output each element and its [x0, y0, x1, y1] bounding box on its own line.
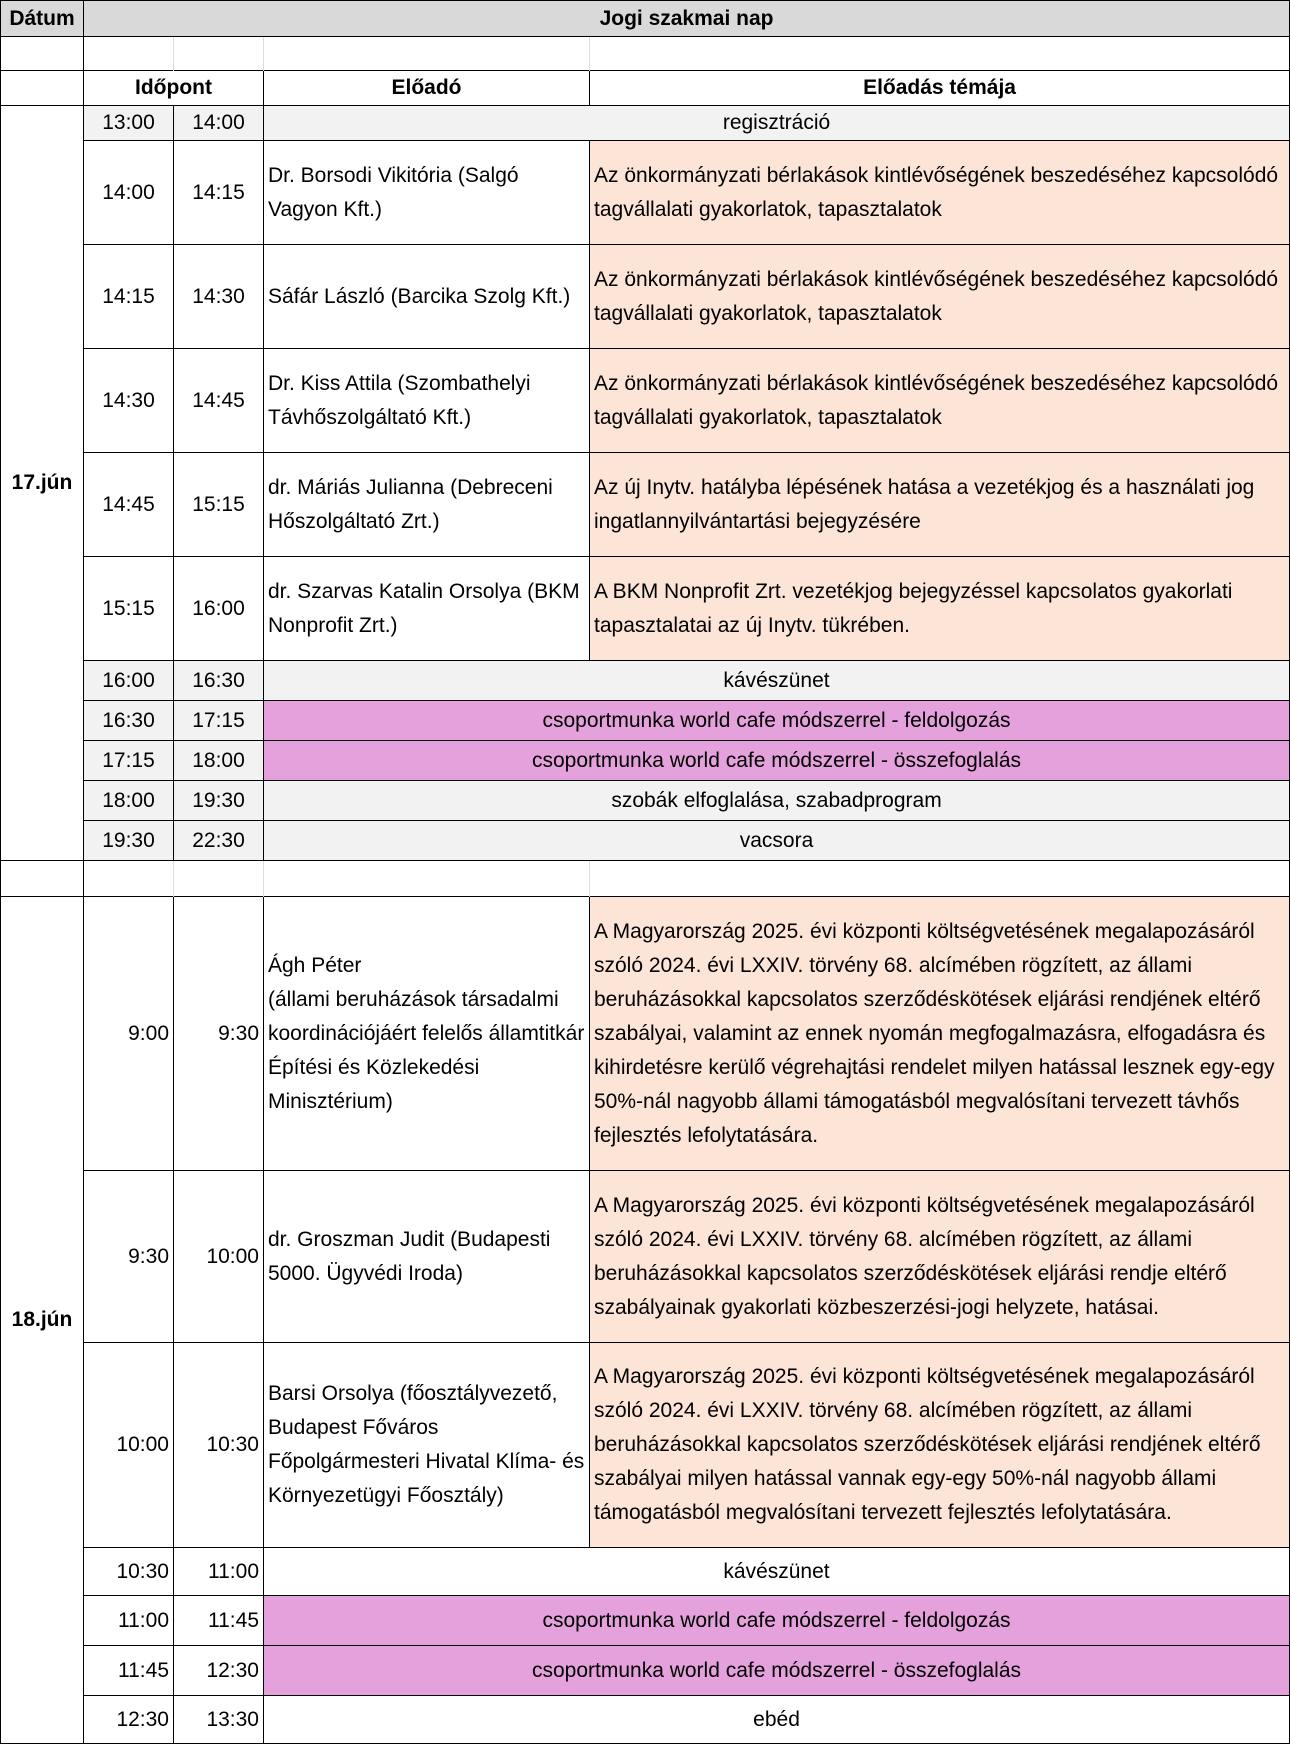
table-row: [1, 701, 1290, 741]
table-row: [1, 557, 1290, 661]
end-time: 11:45: [174, 1596, 264, 1646]
start-time: 10:00: [84, 1343, 174, 1548]
speaker-cell: Barsi Orsolya (főosztályvezető, Budapest Főváros Főpolgármesteri Hivatal Klíma- és Környezetügyi Főosztály): [264, 1343, 590, 1548]
day1-date: 17.jún: [1, 106, 84, 861]
event-label: regisztráció: [264, 106, 1290, 141]
date-header: Dátum: [1, 1, 84, 37]
end-time: 22:30: [174, 821, 264, 861]
topic-cell: Az önkormányzati bérlakások kintlévőségének beszedéséhez kapcsolódó tagvállalati gyakorlatok, tapasztalatok: [590, 245, 1290, 349]
speaker-cell: Ágh Péter (állami beruházások társadalmi koordinációjáért felelős államtitkár Építési és Közlekedési Minisztérium): [264, 897, 590, 1171]
event-label: szobák elfoglalása, szabadprogram: [264, 781, 1290, 821]
start-time: 18:00: [84, 781, 174, 821]
table-row: [1, 1343, 1290, 1548]
start-time: 16:00: [84, 661, 174, 701]
column-header-row: [1, 71, 1290, 106]
start-time: 19:30: [84, 821, 174, 861]
end-time: 16:00: [174, 557, 264, 661]
table-row: [1, 141, 1290, 245]
table-row: [1, 1696, 1290, 1744]
end-time: 12:30: [174, 1646, 264, 1696]
speaker-cell: Sáfár László (Barcika Szolg Kft.): [264, 245, 590, 349]
table-row: [1, 821, 1290, 861]
start-time: 9:00: [84, 897, 174, 1171]
event-label: csoportmunka world cafe módszerrel - összefoglalás: [264, 1646, 1290, 1696]
spacer-row: [1, 861, 1290, 897]
start-time: 14:45: [84, 453, 174, 557]
table-row: [1, 781, 1290, 821]
day2-date: 18.jún: [1, 897, 84, 1744]
end-time: 10:00: [174, 1171, 264, 1343]
table-row: [1, 897, 1290, 1171]
table-row: [1, 106, 1290, 141]
topic-cell: Az önkormányzati bérlakások kintlévőségének beszedéséhez kapcsolódó tagvállalati gyakorlatok, tapasztalatok: [590, 141, 1290, 245]
event-label: kávészünet: [264, 661, 1290, 701]
table-row: [1, 1548, 1290, 1596]
end-time: 18:00: [174, 741, 264, 781]
table-row: [1, 741, 1290, 781]
end-time: 14:15: [174, 141, 264, 245]
start-time: 16:30: [84, 701, 174, 741]
event-label: ebéd: [264, 1696, 1290, 1744]
start-time: 15:15: [84, 557, 174, 661]
end-time: 19:30: [174, 781, 264, 821]
topic-header: Előadás témája: [590, 71, 1290, 106]
end-time: 9:30: [174, 897, 264, 1171]
start-time: 9:30: [84, 1171, 174, 1343]
topic-cell: Az új Inytv. hatályba lépésének hatása a vezetékjog és a használati jog ingatlannyilvántartási bejegyzésére: [590, 453, 1290, 557]
event-label: kávészünet: [264, 1548, 1290, 1596]
topic-cell: A BKM Nonprofit Zrt. vezetékjog bejegyzéssel kapcsolatos gyakorlati tapasztalatai az új Inytv. tükrében.: [590, 557, 1290, 661]
page-title: Jogi szakmai nap: [84, 1, 1290, 37]
end-time: 15:15: [174, 453, 264, 557]
topic-cell: Az önkormányzati bérlakások kintlévőségének beszedéséhez kapcsolódó tagvállalati gyakorlatok, tapasztalatok: [590, 349, 1290, 453]
topic-cell: A Magyarország 2025. évi központi költségvetésének megalapozásáról szóló 2024. évi LXXIV. törvény 68. alcímében rögzített, az állami beruházásokkal kapcsolatos szerződéskötések eljárási rendjének eltérő szabályai milyen hatással vannak egy-egy 50%-nál nagyobb állami támogatásból megvalósítani tervezett fejlesztés lefolytatására.: [590, 1343, 1290, 1548]
end-time: 13:30: [174, 1696, 264, 1744]
speaker-cell: dr. Máriás Julianna (Debreceni Hőszolgáltató Zrt.): [264, 453, 590, 557]
table-row: [1, 1171, 1290, 1343]
speaker-cell: Dr. Borsodi Vikitória (Salgó Vagyon Kft.): [264, 141, 590, 245]
start-time: 14:00: [84, 141, 174, 245]
topic-cell: A Magyarország 2025. évi központi költségvetésének megalapozásáról szóló 2024. évi LXXIV. törvény 68. alcímében rögzített, az állami beruházásokkal kapcsolatos szerződéskötések eljárási rendjének eltérő szabályai, valamint az ennek nyomán megfogalmazásra, elfogadásra és kihirdetésre kerülő végrehajtási rendelet milyen hatással lesznek egy-egy 50%-nál nagyobb állami támogatásból megvalósítani tervezett távhős fejlesztés lefolytatására.: [590, 897, 1290, 1171]
speaker-header: Előadó: [264, 71, 590, 106]
table-row: [1, 1596, 1290, 1646]
start-time: 17:15: [84, 741, 174, 781]
end-time: 16:30: [174, 661, 264, 701]
speaker-cell: dr. Groszman Judit (Budapesti 5000. Ügyvédi Iroda): [264, 1171, 590, 1343]
start-time: 10:30: [84, 1548, 174, 1596]
table-row: [1, 349, 1290, 453]
event-label: csoportmunka world cafe módszerrel - feldolgozás: [264, 701, 1290, 741]
end-time: 11:00: [174, 1548, 264, 1596]
event-label: csoportmunka world cafe módszerrel - feldolgozás: [264, 1596, 1290, 1646]
start-time: 14:30: [84, 349, 174, 453]
spacer-row: [1, 37, 1290, 71]
title-row: [1, 1, 1290, 37]
topic-cell: A Magyarország 2025. évi központi költségvetésének megalapozásáról szóló 2024. évi LXXIV. törvény 68. alcímében rögzített, az állami beruházásokkal kapcsolatos szerződéskötések eljárási rendje eltérő szabályainak gyakorlati közbeszerzési-jogi helyzete, hatásai.: [590, 1171, 1290, 1343]
end-time: 14:00: [174, 106, 264, 141]
start-time: 11:00: [84, 1596, 174, 1646]
table-row: [1, 661, 1290, 701]
start-time: 13:00: [84, 106, 174, 141]
event-label: vacsora: [264, 821, 1290, 861]
time-header: Időpont: [84, 71, 264, 106]
end-time: 10:30: [174, 1343, 264, 1548]
table-row: [1, 453, 1290, 557]
end-time: 14:30: [174, 245, 264, 349]
start-time: 11:45: [84, 1646, 174, 1696]
start-time: 14:15: [84, 245, 174, 349]
table-row: [1, 245, 1290, 349]
speaker-cell: Dr. Kiss Attila (Szombathelyi Távhőszolgáltató Kft.): [264, 349, 590, 453]
end-time: 14:45: [174, 349, 264, 453]
table-row: [1, 1646, 1290, 1696]
start-time: 12:30: [84, 1696, 174, 1744]
speaker-cell: dr. Szarvas Katalin Orsolya (BKM Nonprofit Zrt.): [264, 557, 590, 661]
end-time: 17:15: [174, 701, 264, 741]
event-label: csoportmunka world cafe módszerrel - összefoglalás: [264, 741, 1290, 781]
